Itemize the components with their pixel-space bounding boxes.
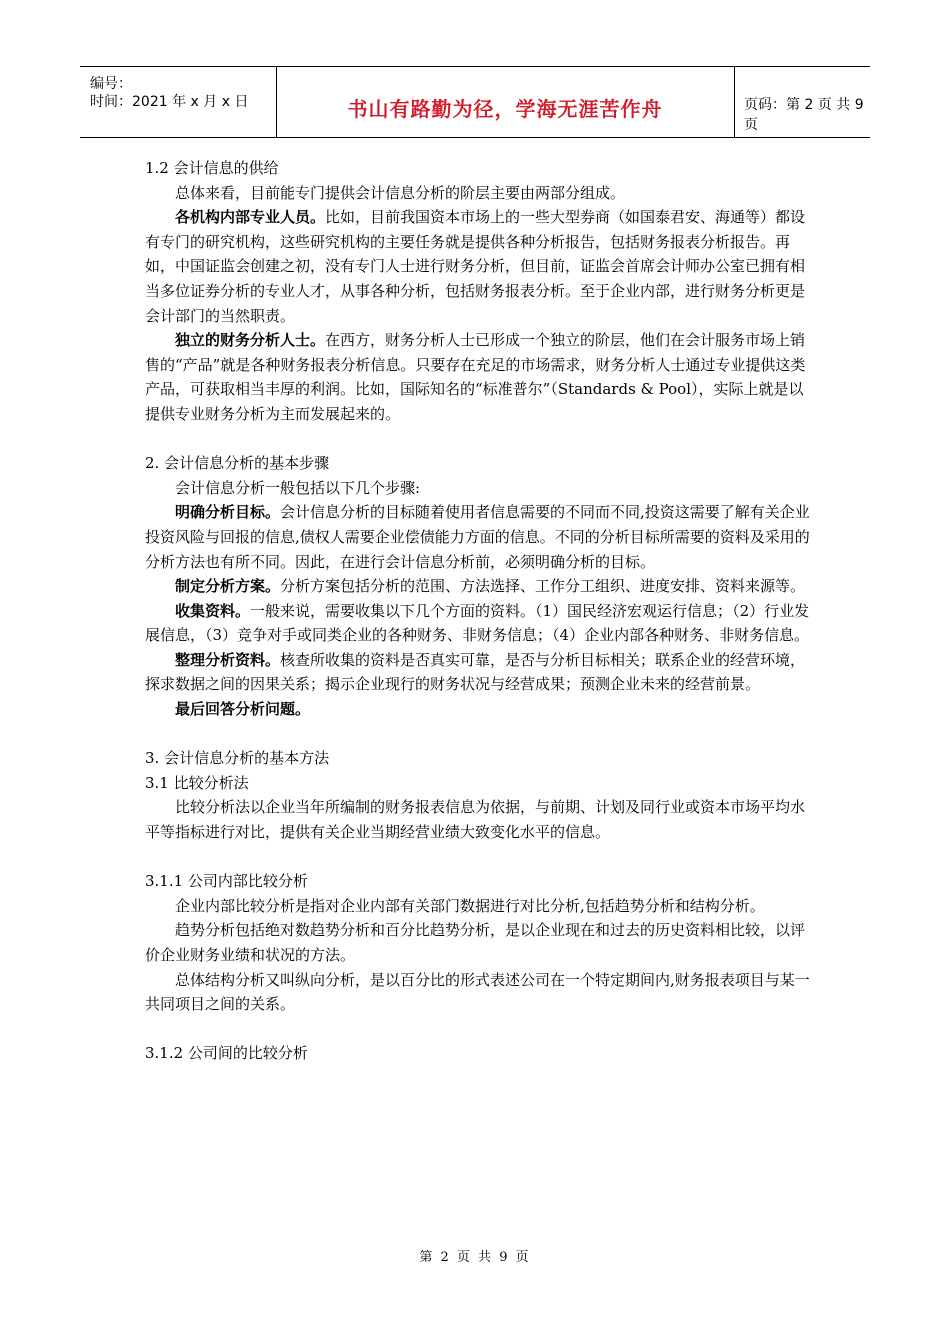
bold-lead: 独立的财务分析人士。 [175,331,326,350]
document-number-label: 编号： [90,76,132,92]
header-motto: 书山有路勤为径，学海无涯苦作舟 [347,97,663,121]
paragraph-structure-analysis: 总体结构分析又叫纵向分析，是以百分比的形式表述公司在一个特定期间内,财务报表项目与某一共同项目之间的关系。 [145,970,810,1014]
paragraph-steps-intro: 会计信息分析一般包括以下几个步骤: [175,478,421,497]
paragraph-text: 在西方，财务分析人士已形成一个独立的阶层，他们在会计服务市场上销售的“产品”就是各种财务报表分析信息。只要存在充足的市场需求，财务分析人士通过专业提供这类产品，可获取相当丰厚的利润。比如，国际知名的“标准普尔”（Standards & Pool），实际上就是以提供专业财务分析为主而发展起来的。 [145,331,806,423]
step-1 [145,500,817,574]
step-4 [145,648,817,697]
page-footer: 第 2 页 共 9 页 [419,1250,531,1265]
paragraph-comparison: 比较分析法以企业当年所编制的财务报表信息为依据，与前期、计划及同行业或资本市场平均水平等指标进行对比，提供有关企业当期经营业绩大致变化水平的信息。 [145,798,806,842]
header-meta-cell [80,67,277,137]
section-heading-3: 3. 会计信息分析的基本方法 [145,749,330,768]
paragraph-trend-analysis: 趋势分析包括绝对数趋势分析和百分比趋势分析，是以企业现在和过去的历史资料相比较，以评价企业财务业绩和状况的方法。 [145,921,806,964]
bold-lead: 整理分析资料。 [175,650,281,669]
section-heading-3-1-1: 3.1.1 公司内部比较分析 [145,872,308,891]
header-page-cell [734,67,870,137]
header-page-info: 页码：第 2 页 共 9 页 [744,97,864,133]
document-date-label: 时间：2021 年 x 月 x 日 [90,94,249,110]
bold-lead: 制定分析方案。 [175,577,281,596]
header-motto-cell [276,67,735,137]
paragraph-text: 会计信息分析的目标随着使用者信息需要的不同而不同,投资这需要了解有关企业投资风险与回报的信息,债权人需要企业偿债能力方面的信息。不同的分析目标所需要的资料及采用的分析方法也有所不同。因此，在进行会计信息分析前，必须明确分析的目标。 [145,503,810,571]
paragraph-independent-analysts [145,328,817,426]
bold-lead: 明确分析目标。 [175,503,281,522]
bold-lead: 最后回答分析问题。 [175,700,311,719]
paragraph-text: 分析方案包括分析的范围、方法选择、工作分工组织、进度安排、资料来源等。 [280,577,806,596]
step-3 [145,599,817,648]
paragraph-text: 比如，目前我国资本市场上的一些大型券商（如国泰君安、海通等）都设有专门的研究机构，这些研究机构的主要任务就是提供各种分析报告，包括财务报表分析报告。再如，中国证监会创建之初，没有专门人士进行财务分析，但目前，证监会首席会计师办公室已拥有相当多位证券分析的专业人才，从事各种分析，包括财务报表分析。至于企业内部，进行财务分析更是会计部门的当然职责。 [145,208,806,325]
document-body [145,156,817,1066]
section-heading-2: 2. 会计信息分析的基本步骤 [145,454,330,473]
paragraph-internal-comparison: 企业内部比较分析是指对企业内部有关部门数据进行对比分析,包括趋势分析和结构分析。 [175,896,765,915]
paragraph-intro: 总体来看，目前能专门提供会计信息分析的阶层主要由两部分组成。 [175,183,626,202]
paragraph-text: 核查所收集的资料是否真实可靠，是否与分析目标相关；联系企业的经营环境，探求数据之间的因果关系；揭示企业现行的财务状况与经营成果；预测企业未来的经营前景。 [145,650,806,694]
page-header [80,66,870,138]
paragraph-internal-analysts [145,205,817,328]
paragraph-text: 一般来说，需要收集以下几个方面的资料。（1）国民经济宏观运行信息；（2）行业发展信息，（3）竞争对手或同类企业的各种财务、非财务信息；（4）企业内部各种财务、非财务信息。 [145,601,810,645]
section-heading-3-1: 3.1 比较分析法 [145,773,249,792]
section-heading-1-2: 1.2 会计信息的供给 [145,159,279,177]
bold-lead: 各机构内部专业人员。 [175,208,326,227]
bold-lead: 收集资料。 [175,601,251,620]
step-5 [145,697,817,722]
section-heading-3-1-2: 3.1.2 公司间的比较分析 [145,1044,308,1063]
step-2 [145,574,817,599]
